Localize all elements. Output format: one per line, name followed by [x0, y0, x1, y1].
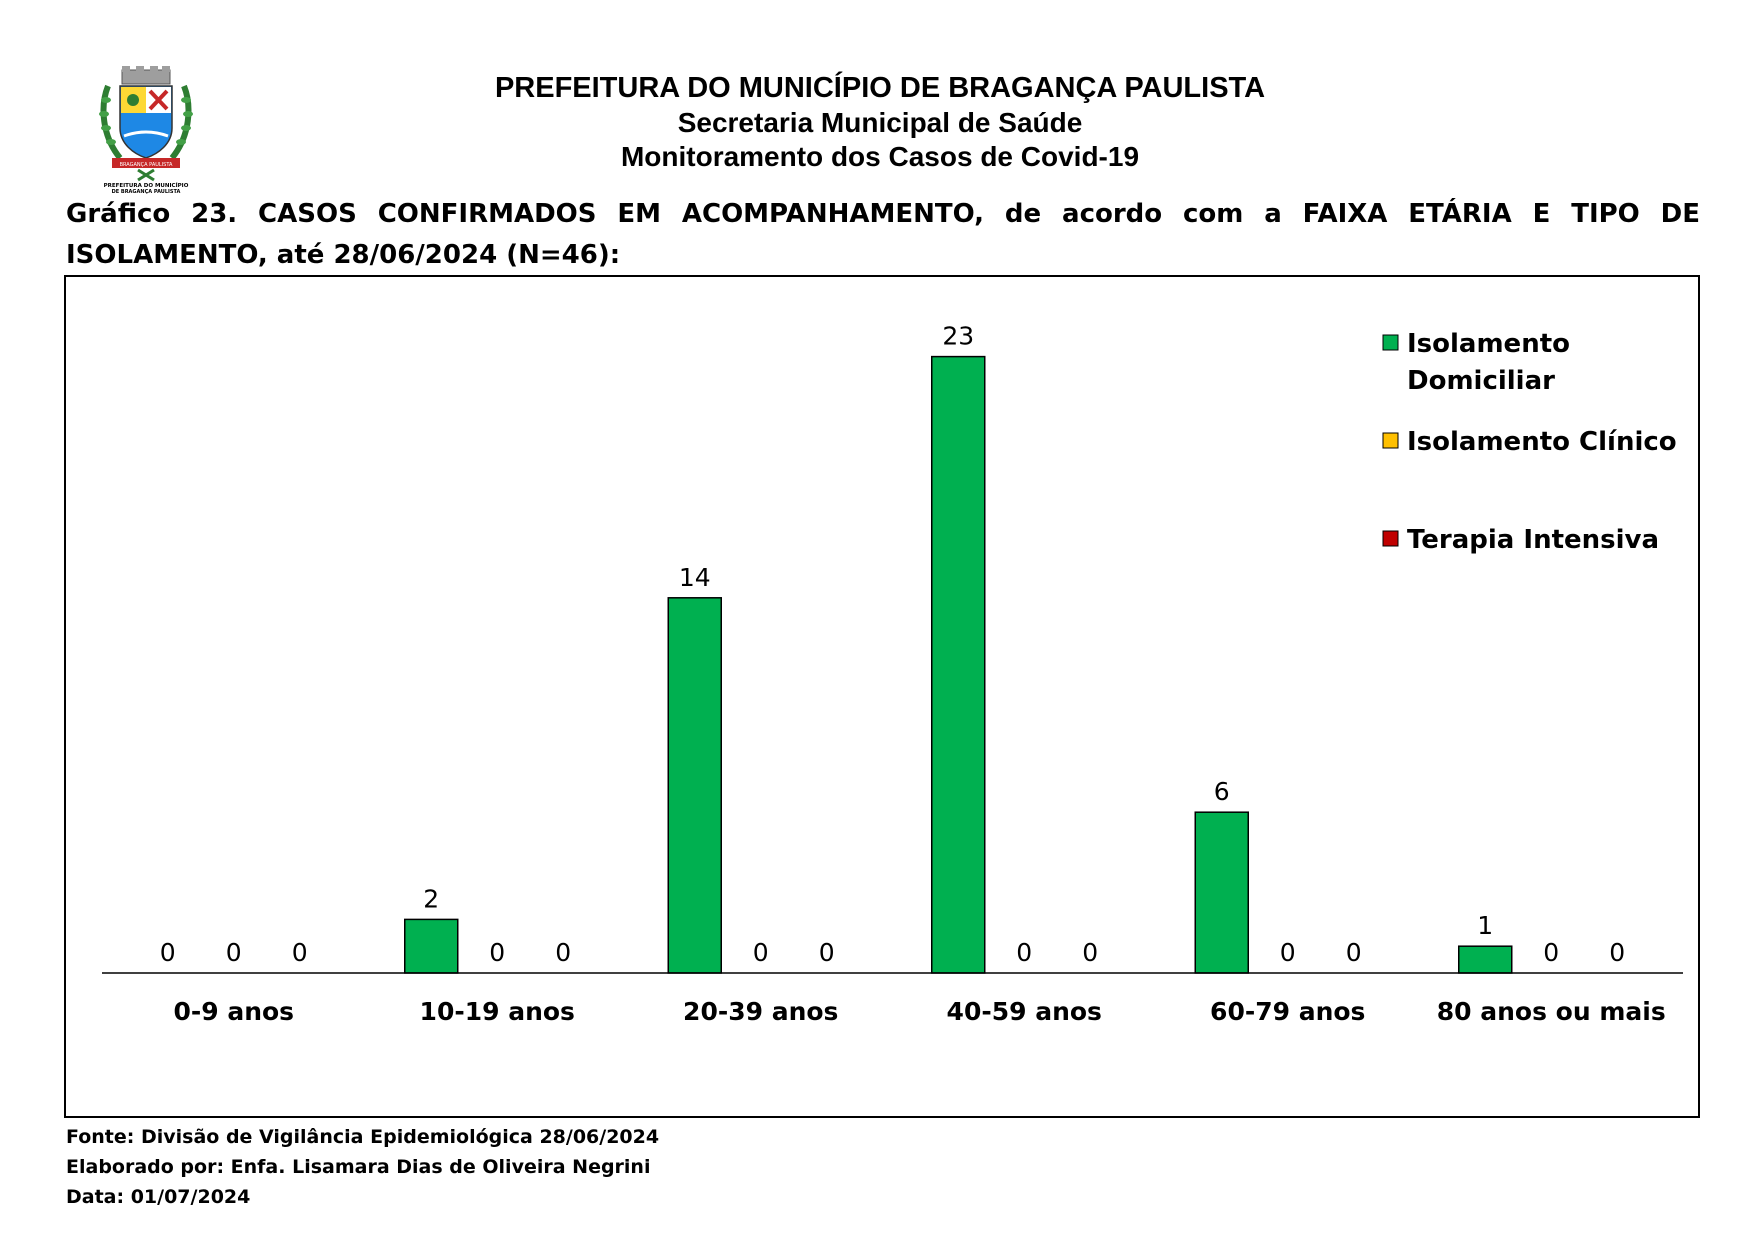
header-municipality: PREFEITURA DO MUNICÍPIO DE BRAGANÇA PAULISTA — [494, 72, 1266, 104]
bar-isolamento-domiciliar — [1459, 946, 1512, 973]
footer-source: Fonte: Divisão de Vigilância Epidemiológica 28/06/2024 — [66, 1126, 660, 1148]
data-label: 23 — [942, 321, 975, 351]
svg-text:DE BRAGANÇA PAULISTA: DE BRAGANÇA PAULISTA — [111, 189, 181, 194]
legend-swatch — [1383, 531, 1398, 546]
legend-label: Terapia Intensiva — [1407, 525, 1660, 555]
chart-title: Gráfico 23. CASOS CONFIRMADOS EM ACOMPANHAMENTO, de acordo com a FAIXA ETÁRIA E TIPO DE ISOLAMENTO, até 28/06/2024 (N=46): — [66, 199, 1700, 270]
data-label: 1 — [1477, 911, 1494, 941]
x-tick-label: 60-79 anos — [1210, 997, 1366, 1026]
data-label: 14 — [678, 562, 711, 592]
legend-swatch — [1383, 433, 1398, 448]
data-label: 2 — [423, 884, 440, 914]
data-label: 0 — [1543, 938, 1560, 967]
header-report-title: Monitoramento dos Casos de Covid-19 — [620, 141, 1140, 172]
data-label: 0 — [1016, 938, 1033, 967]
data-label: 0 — [225, 938, 242, 967]
data-label: 0 — [159, 938, 176, 967]
footer-date: Data: 01/07/2024 — [66, 1186, 251, 1208]
header-department: Secretaria Municipal de Saúde — [677, 107, 1083, 138]
footer-author: Elaborado por: Enfa. Lisamara Dias de Oliveira Negrini — [66, 1156, 651, 1178]
svg-text:BRAGANÇA PAULISTA: BRAGANÇA PAULISTA — [119, 162, 173, 168]
legend-label: Domiciliar — [1407, 366, 1555, 396]
x-tick-label: 40-59 anos — [946, 997, 1102, 1026]
data-label: 0 — [752, 938, 769, 967]
bar-isolamento-domiciliar — [932, 357, 985, 973]
data-label: 0 — [555, 938, 572, 967]
legend-label: Isolamento Clínico — [1407, 427, 1677, 457]
legend-label: Isolamento — [1407, 329, 1570, 359]
data-label: 0 — [818, 938, 835, 967]
x-tick-label: 80 anos ou mais — [1436, 997, 1666, 1026]
legend-swatch — [1383, 335, 1398, 350]
bar-isolamento-domiciliar — [405, 919, 458, 973]
data-label: 0 — [1082, 938, 1099, 967]
data-label: 0 — [489, 938, 506, 967]
x-tick-label: 10-19 anos — [419, 997, 575, 1026]
x-tick-label: 20-39 anos — [683, 997, 839, 1026]
data-label: 0 — [1609, 938, 1626, 967]
bar-isolamento-domiciliar — [1195, 812, 1248, 973]
svg-text:PREFEITURA DO MUNICÍPIO: PREFEITURA DO MUNICÍPIO — [103, 183, 189, 189]
data-label: 0 — [1279, 938, 1296, 967]
x-tick-label: 0-9 anos — [173, 997, 295, 1026]
data-label: 0 — [1345, 938, 1362, 967]
data-label: 6 — [1213, 777, 1230, 807]
data-label: 0 — [291, 938, 308, 967]
bar-isolamento-domiciliar — [668, 598, 721, 973]
